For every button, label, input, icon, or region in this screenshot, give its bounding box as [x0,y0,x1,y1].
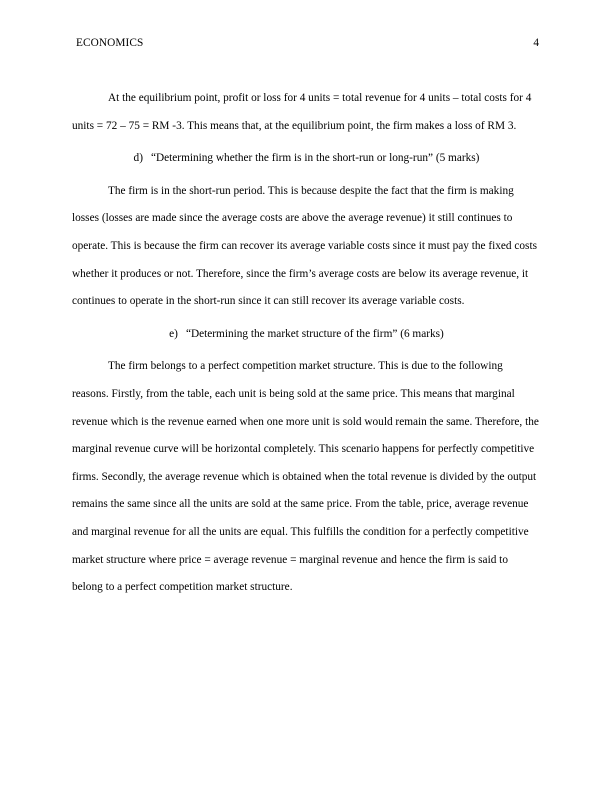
section-heading-e [72,321,541,349]
section-title-e: “Determining the market structure of the firm” (6 marks) [185,327,444,340]
paragraph-equilibrium-loss: At the equilibrium point, profit or loss for 4 units = total revenue for 4 units – total costs for 4 units = 72 – 75 = RM -3. This means that, at the equilibrium point, the firm makes a loss of RM 3. [72,92,532,132]
section-label-d: d) [133,152,143,165]
section-label-e: e) [169,327,178,340]
document-body [72,85,541,602]
section-heading-d [72,145,541,173]
page-number: 4 [533,37,539,49]
paragraph-short-run: The firm is in the short-run period. This is because despite the fact that the firm is making losses (losses are made since the average costs are above the average revenue) it still continues to operate. This is because the firm can recover its average variable costs since it must pay the fixed costs whether it produces or not. Therefore, since the firm’s average costs are below its average revenue, it continues to operate in the short-run since it can still recover its average variable costs. [72,184,537,308]
paragraph-market-structure: The firm belongs to a perfect competition market structure. This is due to the following reasons. Firstly, from the table, each unit is being sold at the same price. This means that marginal revenue which is the revenue earned when one more unit is sold would remain the same. Therefore, the marginal revenue curve will be horizontal completely. This scenario happens for perfectly competitive firms. Secondly, the average revenue which is obtained when the total revenue is divided by the output remains the same since all the units are sold at the same price. From the table, price, average revenue and marginal revenue for all the units are equal. This fulfills the condition for a perfectly competitive market structure where price = average revenue = marginal revenue and hence the firm is said to belong to a perfect competition market structure. [72,360,539,594]
running-header-title: ECONOMICS [76,37,144,49]
section-title-d: “Determining whether the firm is in the short-run or long-run” (5 marks) [150,152,480,165]
